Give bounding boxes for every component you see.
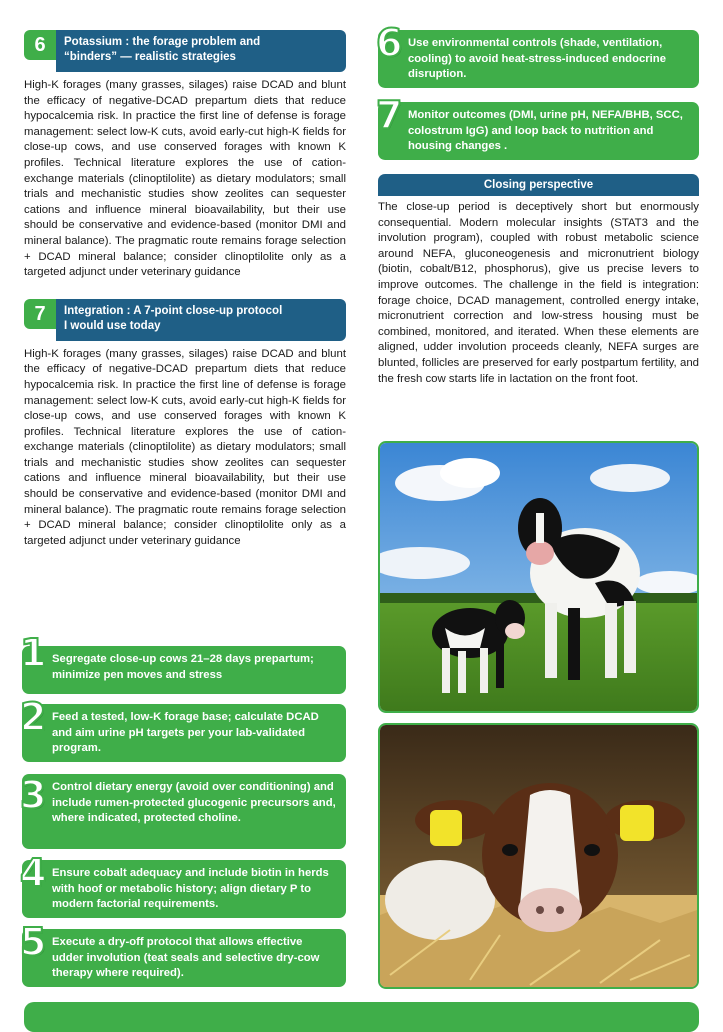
- step-7-number: 7: [376, 93, 403, 137]
- step-1-number: 1: [20, 631, 47, 675]
- protocol-step-3: [22, 774, 346, 849]
- step-2-number: 2: [20, 695, 47, 739]
- section-7-number: 7: [24, 299, 56, 329]
- section-7-title-line2: I would use today: [64, 319, 161, 332]
- section-7-heading: [24, 299, 346, 341]
- closing-perspective-body: The close-up period is deceptively short but enormously consequential. Modern molecular insights (STAT3 and the involution program), coupled with robust metabolic science around NEFA, gluconeogenesis and micronutrient biology (biotin, cobalt/B12, phosphorus), give us precise levers to improve outcomes. The challenge in the field is integration: forage choice, DCAD management, controlled energy intake, micronutrient correction and low-stress housing must be combined, monitored, and iterated. When these elements are aligned, udder involution proceeds cleanly, NEFA surges are blunted, follicles are preserved for early postpartum fertility, and the fresh cow starts life in lactation on the front foot.: [378, 201, 699, 385]
- section-6-heading: [24, 30, 346, 72]
- section-7-title: [56, 299, 346, 341]
- step-3-text: Control dietary energy (avoid over conditioning) and include rumen-protected glucogenic precursors and, where indicated, protected choline.: [52, 781, 336, 824]
- protocol-step-6: [376, 21, 699, 88]
- step-6-text: Use environmental controls (shade, ventilation, cooling) to avoid heat-stress-induced endocrine disruption.: [408, 37, 666, 80]
- ear-tag-right: [620, 805, 654, 841]
- section-6-title-line1: Potassium : the forage problem and: [64, 36, 261, 48]
- calf-in-straw-photo: [378, 723, 699, 989]
- cow-and-calf-illustration: [380, 443, 697, 711]
- protocol-step-1: [20, 631, 346, 694]
- section-6-body: High-K forages (many grasses, silages) raise DCAD and blunt the efficacy of negative-DCAD prepartum diets that reduce hypocalcemia risk. In practice the first line of defense is forage management: select low-K cuts, avoid early-cut high-K fields for close-up cows, and use conserved forages with known K profiles. Technical literature explores the use of cation-exchange materials (clinoptilolite) as dietary modulators; small trials and mechanistic studies show zeolites can sequester cations and influence mineral bioavailability, but their use should be conservative and evidence-based (monitor DMI and mineral balance). The pragmatic route remains forage selection + DCAD mineral balance; consider clinoptilolite only as a targeted adjunct under veterinary guidance: [24, 79, 346, 279]
- section-6-title: [56, 30, 346, 72]
- section-7-body: High-K forages (many grasses, silages) raise DCAD and blunt the efficacy of negative-DCAD prepartum diets that reduce hypocalcemia risk. In practice the first line of defense is forage management: select low-K cuts, avoid early-cut high-K fields for close-up cows, and use conserved forages with known K profiles. Technical literature explores the use of cation-exchange materials (clinoptilolite) as dietary modulators; small trials and mechanistic studies show zeolites can sequester cations and influence mineral bioavailability, but their use should be conservative and evidence-based (monitor DMI and mineral balance). The pragmatic route remains forage selection + DCAD mineral balance; consider clinoptilolite only as a targeted adjunct under veterinary guidance: [24, 347, 346, 547]
- footer-band: [24, 1002, 699, 1032]
- section-7-title-line1: Integration : A 7-point close-up protocol: [64, 304, 283, 317]
- step-1-text: Segregate close-up cows 21–28 days prepartum; minimize pen moves and stress: [52, 653, 314, 681]
- protocol-step-7: [376, 93, 699, 160]
- calf-in-straw-illustration: [380, 725, 697, 987]
- step-4-number: 4: [20, 851, 47, 895]
- step-6-number: 6: [376, 21, 403, 65]
- step-3-number: 3: [20, 773, 47, 817]
- step-5-text: Execute a dry-off protocol that allows effective udder involution (teat seals and selective dry-cow therapy where required).: [52, 936, 320, 979]
- protocol-step-5: [20, 920, 346, 987]
- ear-tag-left: [430, 810, 462, 846]
- step-4-text: Ensure cobalt adequacy and include biotin in herds with hoof or metabolic history; align dietary P to modern factorial requirements.: [52, 867, 329, 910]
- closing-perspective-title: Closing perspective: [378, 174, 699, 196]
- closing-perspective-section: [378, 174, 699, 387]
- cow-and-calf-photo: [378, 441, 699, 713]
- section-6-title-line2: “binders” — realistic strategies: [64, 51, 236, 63]
- step-5-number: 5: [20, 920, 47, 964]
- left-column: [24, 30, 346, 549]
- step-7-text: Monitor outcomes (DMI, urine pH, NEFA/BHB, SCC, colostrum IgG) and loop back to nutrition and housing changes .: [408, 109, 683, 152]
- section-6-number: 6: [24, 30, 56, 60]
- protocol-step-4: [20, 851, 346, 918]
- protocol-step-2: [20, 695, 346, 762]
- step-2-text: Feed a tested, low-K forage base; calculate DCAD and aim urine pH targets per your lab-validated program.: [52, 711, 319, 754]
